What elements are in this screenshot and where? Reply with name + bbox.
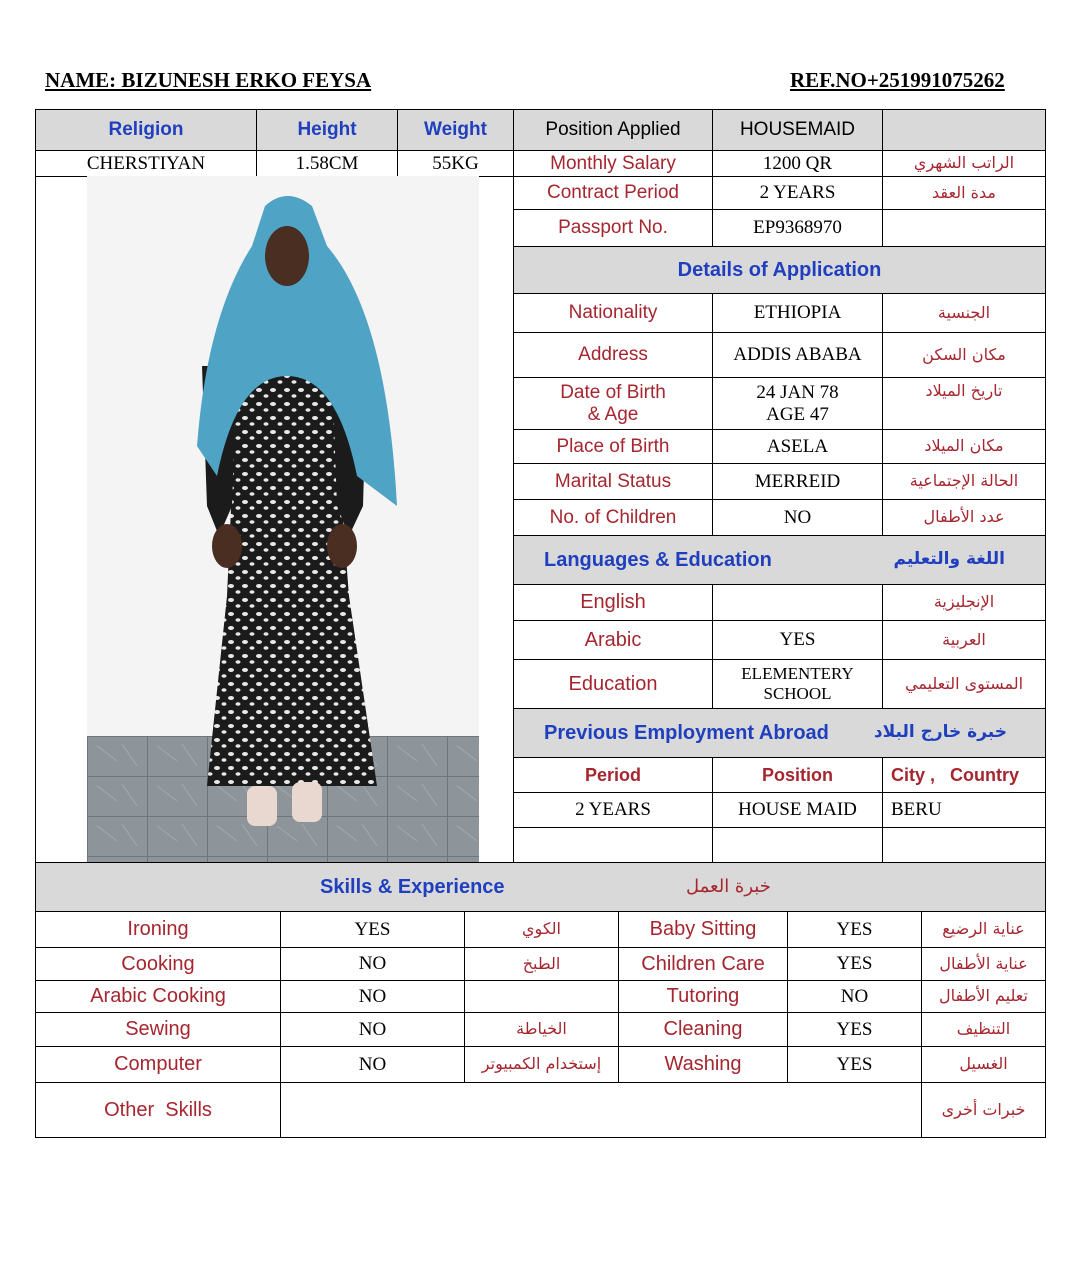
languages-section-header (513, 535, 1046, 585)
address-ar: مكان السكن (882, 332, 1046, 378)
english-label: English (513, 584, 713, 621)
monthly-salary-value: 1200 QR (712, 150, 883, 177)
languages-title: Languages & Education (544, 548, 772, 571)
skill-sewing-label: Sewing (35, 1012, 281, 1047)
dob-label-line1: Date of Birth (560, 381, 666, 403)
skill-children-care-value: YES (787, 947, 922, 981)
position-applied-label: Position Applied (513, 109, 713, 151)
candidate-name: NAME: BIZUNESH ERKO FEYSA (45, 68, 372, 92)
place-of-birth-value: ASELA (712, 429, 883, 464)
monthly-salary-ar: الراتب الشهري (882, 150, 1046, 177)
address-label: Address (513, 332, 713, 378)
employment-period-value: 2 YEARS (513, 792, 713, 828)
skill-sewing-ar: الخياطة (464, 1012, 619, 1047)
employment-empty-3 (882, 827, 1046, 863)
passport-value: EP9368970 (712, 209, 883, 247)
address-value: ADDIS ABABA (712, 332, 883, 378)
skills-section-header (35, 862, 1046, 912)
employment-empty-1 (513, 827, 713, 863)
skill-tutoring-ar: تعليم الأطفال (921, 980, 1046, 1013)
children-ar: عدد الأطفال (882, 499, 1046, 536)
weight-value: 55KG (397, 150, 514, 177)
passport-label: Passport No. (513, 209, 713, 247)
english-ar: الإنجليزية (882, 584, 1046, 621)
height-value: 1.58CM (256, 150, 398, 177)
nationality-label: Nationality (513, 293, 713, 333)
skills-title: Skills & Experience (320, 875, 505, 898)
skill-arabic-cooking-label: Arabic Cooking (35, 980, 281, 1013)
contract-period-label: Contract Period (513, 176, 713, 210)
arabic-ar: العربية (882, 620, 1046, 660)
skill-cleaning-value: YES (787, 1012, 922, 1047)
english-value (712, 584, 883, 621)
employment-location-header: City , Country (882, 757, 1046, 793)
skill-ironing-label: Ironing (35, 911, 281, 948)
skill-computer-value: NO (280, 1046, 465, 1083)
employment-section-header (513, 708, 1046, 758)
skill-cleaning-label: Cleaning (618, 1012, 788, 1047)
skill-washing-value: YES (787, 1046, 922, 1083)
skill-cooking-value: NO (280, 947, 465, 981)
position-applied-blank (882, 109, 1046, 151)
employment-position-value: HOUSE MAID (712, 792, 883, 828)
employment-location-value: BERU (882, 792, 1046, 828)
nationality-ar: الجنسية (882, 293, 1046, 333)
skill-washing-label: Washing (618, 1046, 788, 1083)
position-applied-value: HOUSEMAID (712, 109, 883, 151)
employment-title-ar: خبرة خارج البلاد (873, 722, 1007, 743)
education-value-line1: ELEMENTERY (741, 664, 854, 684)
height-label: Height (256, 109, 398, 151)
place-of-birth-label: Place of Birth (513, 429, 713, 464)
dob-value-age: AGE 47 (766, 403, 829, 425)
skill-baby-sitting-label: Baby Sitting (618, 911, 788, 948)
contract-period-value: 2 YEARS (712, 176, 883, 210)
employment-empty-2 (712, 827, 883, 863)
education-label: Education (513, 659, 713, 709)
employment-period-header: Period (513, 757, 713, 793)
candidate-photo (87, 176, 479, 862)
education-ar: المستوى التعليمي (882, 659, 1046, 709)
other-skills-label: Other Skills (35, 1082, 281, 1138)
skills-title-ar: خبرة العمل (686, 875, 771, 897)
skill-sewing-value: NO (280, 1012, 465, 1047)
contract-period-ar: مدة العقد (882, 176, 1046, 210)
dob-value-date: 24 JAN 78 (756, 381, 839, 403)
skill-arabic-cooking-value: NO (280, 980, 465, 1013)
marital-status-label: Marital Status (513, 463, 713, 500)
reference-number: REF.NO+251991075262 (790, 68, 1005, 92)
nationality-value: ETHIOPIA (712, 293, 883, 333)
education-value-line2: SCHOOL (763, 684, 832, 703)
skill-ironing-ar: الكوي (464, 911, 619, 948)
details-title: Details of Application (513, 246, 1046, 294)
skill-baby-sitting-value: YES (787, 911, 922, 948)
employment-title: Previous Employment Abroad (544, 721, 829, 744)
children-value: NO (712, 499, 883, 536)
monthly-salary-label: Monthly Salary (513, 150, 713, 177)
other-skills-ar: خبرات أخرى (921, 1082, 1046, 1138)
skill-cleaning-ar: التنظيف (921, 1012, 1046, 1047)
skill-computer-label: Computer (35, 1046, 281, 1083)
skill-children-care-ar: عناية الأطفال (921, 947, 1046, 981)
religion-value: CHERSTIYAN (35, 150, 257, 177)
dob-label-line2: & Age (587, 403, 639, 425)
skill-washing-ar: الغسيل (921, 1046, 1046, 1083)
skill-computer-ar: إستخدام الكمبيوتر (464, 1046, 619, 1083)
skill-children-care-label: Children Care (618, 947, 788, 981)
skill-arabic-cooking-ar (464, 980, 619, 1013)
marital-status-value: MERREID (712, 463, 883, 500)
dob-value (712, 377, 883, 430)
skill-tutoring-label: Tutoring (618, 980, 788, 1013)
employment-position-header: Position (712, 757, 883, 793)
arabic-value: YES (712, 620, 883, 660)
skill-cooking-ar: الطبخ (464, 947, 619, 981)
marital-status-ar: الحالة الإجتماعية (882, 463, 1046, 500)
dob-label (513, 377, 713, 430)
religion-label: Religion (35, 109, 257, 151)
skill-baby-sitting-ar: عناية الرضيع (921, 911, 1046, 948)
arabic-label: Arabic (513, 620, 713, 660)
weight-label: Weight (397, 109, 514, 151)
skill-cooking-label: Cooking (35, 947, 281, 981)
skill-tutoring-value: NO (787, 980, 922, 1013)
place-of-birth-ar: مكان الميلاد (882, 429, 1046, 464)
skill-ironing-value: YES (280, 911, 465, 948)
passport-blank (882, 209, 1046, 247)
children-label: No. of Children (513, 499, 713, 536)
other-skills-value (280, 1082, 922, 1138)
education-value (712, 659, 883, 709)
languages-title-ar: اللغة والتعليم (893, 549, 1005, 570)
dob-ar: تاريخ الميلاد (882, 377, 1046, 430)
